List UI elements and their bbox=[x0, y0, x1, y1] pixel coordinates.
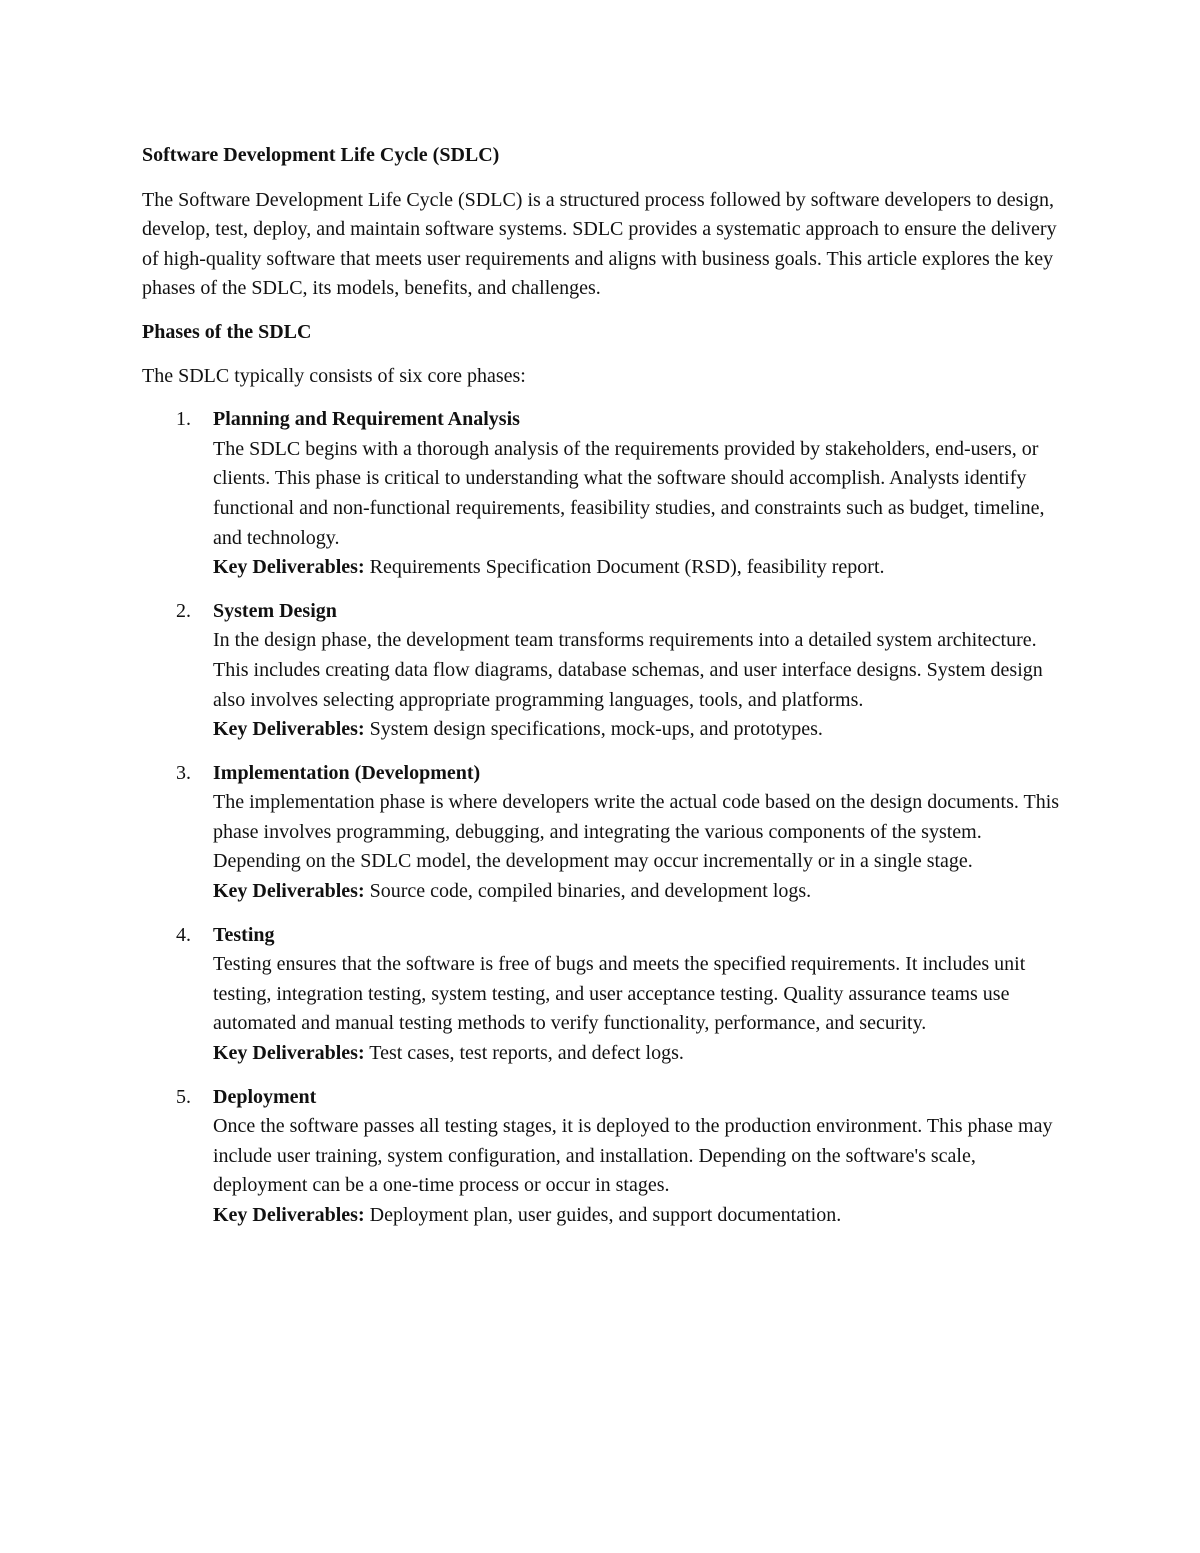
phases-heading: Phases of the SDLC bbox=[142, 320, 312, 343]
deliverables-text: Requirements Specification Document (RSD), feasibility report. bbox=[364, 556, 885, 579]
deliverables-text: System design specifications, mock-ups, and prototypes. bbox=[364, 718, 823, 741]
deliverables-label: Key Deliverables: bbox=[213, 1042, 365, 1065]
phase-deliverables bbox=[213, 1039, 1072, 1069]
phase-item-testing bbox=[142, 921, 1072, 1069]
phase-deliverables bbox=[213, 1201, 1072, 1231]
phase-description: The implementation phase is where developers write the actual code based on the design documents. This phase involves programming, debugging, and integrating the various components of the system. Depending on the SDLC model, the development may occur incrementally or in a single stage. bbox=[213, 791, 1060, 873]
phase-number: 4. bbox=[176, 923, 191, 946]
phase-description: Once the software passes all testing stages, it is deployed to the production environment. This phase may include user training, system configuration, and installation. Depending on the software's scale, deployment can be a one-time process or occur in stages. bbox=[213, 1115, 1053, 1197]
phase-deliverables bbox=[213, 877, 1072, 907]
phases-lead: The SDLC typically consists of six core phases: bbox=[142, 364, 526, 387]
deliverables-label: Key Deliverables: bbox=[213, 880, 365, 903]
phase-deliverables bbox=[213, 715, 1072, 745]
phase-deliverables bbox=[213, 553, 1072, 583]
deliverables-label: Key Deliverables: bbox=[213, 1204, 365, 1226]
phase-description: The SDLC begins with a thorough analysis of the requirements provided by stakeholders, end-users, or clients. This phase is critical to understanding what the software should accomplish. Analysts identify functional and non-functional requirements, feasibility studies, and constraints such as budget, timeline, and technology. bbox=[213, 437, 1045, 549]
phase-description: Testing ensures that the software is free of bugs and meets the specified requirements. It includes unit testing, integration testing, system testing, and user acceptance testing. Quality assurance teams use automated and manual testing methods to verify functionality, performance, and security. bbox=[213, 953, 1026, 1035]
phase-description: In the design phase, the development team transforms requirements into a detailed system architecture. This includes creating data flow diagrams, database schemas, and user interface designs. System design also involves selecting appropriate programming languages, tools, and platforms. bbox=[213, 629, 1043, 711]
phase-title: Planning and Requirement Analysis bbox=[213, 408, 520, 431]
deliverables-text: Test cases, test reports, and defect logs. bbox=[364, 1042, 684, 1065]
deliverables-text: Source code, compiled binaries, and development logs. bbox=[364, 880, 812, 903]
phase-item-system-design bbox=[142, 597, 1072, 745]
phases-list bbox=[142, 405, 1072, 1230]
deliverables-label: Key Deliverables: bbox=[213, 718, 365, 741]
phase-item-planning bbox=[142, 405, 1072, 583]
phase-title: Implementation (Development) bbox=[213, 761, 481, 784]
phase-item-deployment bbox=[142, 1083, 1072, 1231]
document-body bbox=[142, 141, 1072, 1245]
deliverables-label: Key Deliverables: bbox=[213, 556, 365, 579]
phase-item-implementation bbox=[142, 759, 1072, 907]
deliverables-text: Deployment plan, user guides, and support documentation. bbox=[364, 1204, 842, 1226]
phase-number: 5. bbox=[176, 1085, 191, 1108]
phase-title: Testing bbox=[213, 923, 275, 946]
phase-number: 2. bbox=[176, 599, 191, 622]
document-title: Software Development Life Cycle (SDLC) bbox=[142, 144, 500, 166]
phase-number: 3. bbox=[176, 761, 191, 784]
phase-title: System Design bbox=[213, 599, 337, 622]
phase-title: Deployment bbox=[213, 1085, 317, 1108]
intro-paragraph: The Software Development Life Cycle (SDLC) is a structured process followed by software developers to design, develop, test, deploy, and maintain software systems. SDLC provides a systematic approach to ensure the delivery of high-quality software that meets user requirements and aligns with business goals. This article explores the key phases of the SDLC, its models, benefits, and challenges. bbox=[142, 188, 1057, 300]
phase-number: 1. bbox=[176, 408, 191, 431]
